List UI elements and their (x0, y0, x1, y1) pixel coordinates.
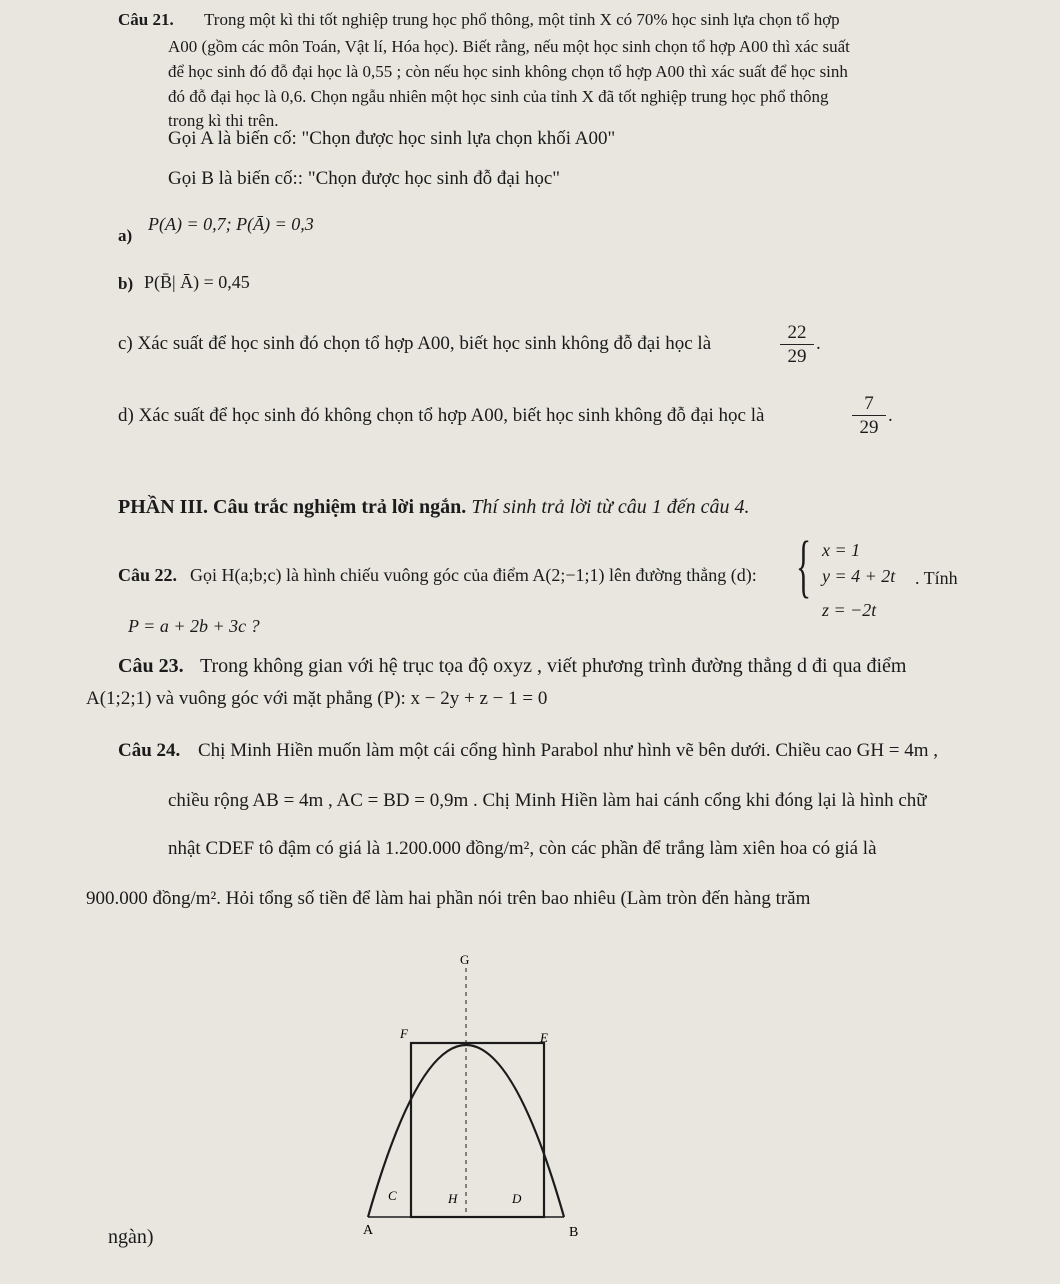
q22-label: Câu 22. (118, 565, 178, 585)
q21-event-a: Gọi A là biến cố: "Chọn được học sinh lựa chọn khối A00" (168, 128, 616, 149)
q22-system-x: x = 1 (822, 540, 861, 560)
q21-d-statement: d) Xác suất để học sinh đó không chọn tổ hợp A00, biết học sinh không đỗ đại học là (118, 405, 765, 426)
q21-d-fraction (852, 393, 886, 440)
q21-line1: Trong một kì thi tốt nghiệp trung học phổ thông, một tỉnh X có 70% học sinh lựa chọn tổ hợp (204, 10, 840, 29)
q21-line3: để học sinh đó đỗ đại học là 0,55 ; còn nếu học sinh không chọn tổ hợp A00 thì xác suất để học sinh (168, 62, 848, 81)
q21-label: Câu 21. (118, 10, 174, 29)
q23-label: Câu 23. (118, 655, 184, 677)
q21-c-numerator: 22 (780, 322, 814, 345)
label-b: B (569, 1225, 579, 1240)
q21-event-b: Gọi B là biến cố:: "Chọn được học sinh đỗ đại học" (168, 168, 561, 189)
rectangle-cdef (411, 1043, 544, 1217)
q24-line5: ngàn) (108, 1226, 154, 1248)
q21-d-period: . (888, 405, 893, 426)
q22-text: Gọi H(a;b;c) là hình chiếu vuông góc của điểm A(2;−1;1) lên đường thẳng (d): (190, 565, 757, 585)
q21-d-numerator: 7 (852, 393, 886, 416)
part3-instruction: Thí sinh trả lời từ câu 1 đến câu 4. (471, 496, 750, 518)
part3-title (118, 496, 750, 519)
q21-line2: A00 (gồm các môn Toán, Vật lí, Hóa học). Biết rằng, nếu một học sinh chọn tổ hợp A00 thì xác suất (168, 37, 850, 56)
q21-line5: trong kì thi trên. (168, 111, 279, 130)
label-h: H (448, 1191, 458, 1206)
label-d: D (512, 1191, 522, 1206)
q22-ask: P = a + 2b + 3c ? (128, 616, 260, 636)
q21-b-label: b) (118, 274, 134, 293)
q21-line4: đó đỗ đại học là 0,6. Chọn ngẫu nhiên một học sinh của tỉnh X đã tốt nghiệp trung học phổ thông (168, 87, 829, 106)
part3-heading: PHẦN III. Câu trắc nghiệm trả lời ngắn. (118, 496, 467, 518)
q22-system-y: y = 4 + 2t (822, 566, 896, 586)
q21-c-denominator: 29 (787, 346, 807, 367)
q21-c-period: . (816, 333, 821, 354)
q22-tinh: . Tính (915, 568, 958, 588)
gate-figure (300, 940, 620, 1250)
label-c: C (388, 1188, 397, 1203)
q24-line1: Chị Minh Hiền muốn làm một cái cổng hình Parabol như hình vẽ bên dưới. Chiều cao GH = 4m , (198, 740, 939, 761)
q21-b-statement: P(B̄| Ā) = 0,45 (144, 272, 250, 292)
q23-line2: A(1;2;1) và vuông góc với mặt phẳng (P): x − 2y + z − 1 = 0 (86, 688, 548, 709)
label-e: E (540, 1030, 548, 1045)
q21-a-statement: P(A) = 0,7; P(Ā) = 0,3 (148, 214, 314, 234)
q24-line2: chiều rộng AB = 4m , AC = BD = 0,9m . Chị Minh Hiền làm hai cánh cổng khi đóng lại là hình chữ (168, 790, 927, 811)
q21-c-fraction (780, 322, 814, 369)
label-g: G (460, 952, 470, 967)
q24-line4: 900.000 đồng/m². Hỏi tổng số tiền để làm hai phần nói trên bao nhiêu (Làm tròn đến hàng trăm (86, 888, 811, 909)
label-f: F (400, 1026, 408, 1041)
q22-system-z: z = −2t (822, 600, 877, 620)
label-a: A (363, 1223, 374, 1238)
q22-system-brace: { (796, 528, 812, 605)
q21-a-label: a) (118, 226, 133, 245)
q23-line1: Trong không gian với hệ trục tọa độ oxyz , viết phương trình đường thẳng d đi qua điểm (200, 655, 907, 677)
q21-d-denominator: 29 (859, 417, 879, 438)
q24-line3: nhật CDEF tô đậm có giá là 1.200.000 đồng/m², còn các phần để trắng làm xiên hoa có giá là (168, 838, 877, 859)
q21-c-statement: c) Xác suất để học sinh đó chọn tổ hợp A00, biết học sinh không đỗ đại học là (118, 333, 712, 354)
q24-label: Câu 24. (118, 740, 181, 761)
